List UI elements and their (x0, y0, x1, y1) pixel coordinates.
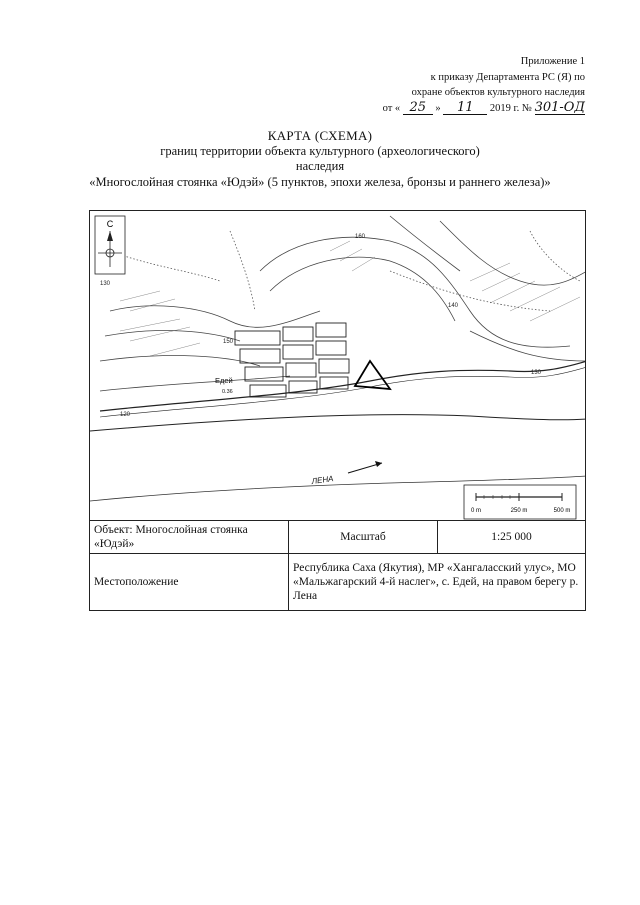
village-block (235, 331, 280, 345)
title-line-2: границ территории объекта культурного (археологического) (160, 143, 480, 158)
info-row-object (90, 521, 586, 554)
date-prefix: от « (382, 102, 401, 114)
village-blocks (235, 323, 349, 397)
river-arrow-head (375, 461, 382, 467)
date-month: 11 (443, 102, 487, 115)
village-block (319, 359, 349, 373)
village-block (283, 345, 313, 359)
document-title-block (0, 128, 640, 190)
village-block (316, 341, 346, 355)
appendix-line-3: охране объектов культурного наследия (411, 87, 585, 98)
contour-label: 130 (100, 281, 111, 287)
road-edge (100, 367, 586, 417)
contour-label: 140 (448, 303, 459, 309)
village-code: 0.36 (222, 389, 233, 395)
river-bank-upper (90, 415, 586, 431)
dotted-trails (110, 231, 580, 311)
map-scheme (89, 210, 586, 521)
object-cell: Объект: Многослойная стоянка «Юдэй» (90, 521, 289, 554)
village-block (240, 349, 280, 363)
title-line-4: «Многослойная стоянка «Юдэй» (5 пунктов, эпохи железа, бронзы и раннего железа)» (89, 174, 551, 189)
river-label: ЛЕНА (311, 474, 335, 486)
site-boundary-triangle (355, 361, 390, 389)
terrain-hatching (120, 241, 580, 356)
scale-label-cell: Масштаб (289, 521, 438, 554)
compass (95, 216, 125, 274)
appendix-date-line (383, 101, 585, 117)
date-mid: » (435, 102, 441, 114)
scale-value-cell: 1:25 000 (438, 521, 586, 554)
title-line-3: наследия (295, 159, 345, 173)
scale-label: 250 m (510, 508, 528, 514)
compass-north-letter: С (106, 219, 114, 229)
order-number: 301-ОД (534, 99, 585, 115)
date-year: 2019 г. № (489, 102, 532, 114)
scale-bar (464, 485, 576, 519)
village-label: Едей (215, 376, 233, 385)
appendix-line-1: Приложение 1 (520, 56, 585, 67)
location-value-cell: Республика Саха (Якутия), МР «Хангаласский улус», МО «Мальжагарский 4-й наслег», с. Едей, на правом берегу р. Лена (289, 554, 586, 611)
scale-label: 0 m (470, 508, 482, 514)
village-block (283, 327, 313, 341)
contour-label: 160 (355, 234, 366, 240)
scale-label: 500 m (553, 508, 571, 514)
appendix-block (383, 54, 585, 116)
info-row-location (90, 554, 586, 611)
contour-label: 130 (531, 370, 542, 376)
date-day: 25 (403, 102, 433, 115)
village-block (316, 323, 346, 337)
village-block (286, 363, 316, 377)
road (100, 361, 586, 411)
contour-label: 120 (120, 412, 131, 418)
appendix-line-2: к приказу Департамента РС (Я) по (430, 71, 585, 83)
contour-lines (100, 216, 586, 391)
location-label-cell: Местоположение (90, 554, 289, 611)
contour-label: 150 (223, 339, 234, 345)
info-table (89, 520, 586, 611)
map-svg (90, 211, 586, 521)
document-title: КАРТА (СХЕМА) (267, 128, 373, 143)
